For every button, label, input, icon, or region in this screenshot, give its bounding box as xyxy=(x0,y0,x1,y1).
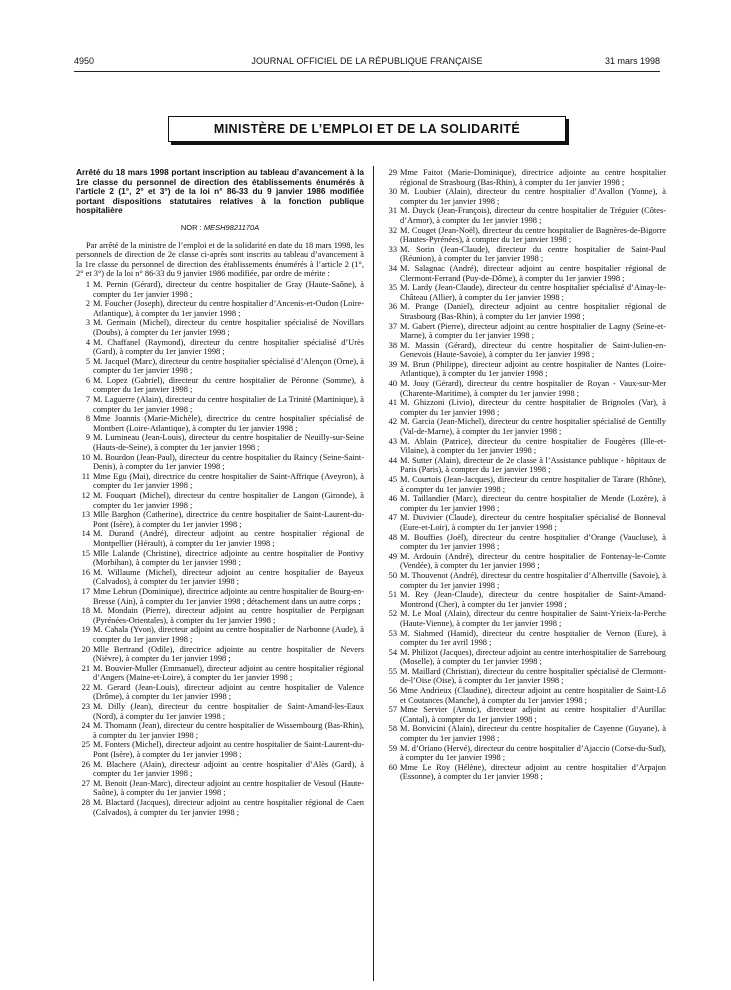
list-item xyxy=(381,245,666,264)
item-number: 37 xyxy=(388,321,397,331)
item-text: M. Brun (Philippe), directeur adjoint au centre hospitalier de Nantes (Loire-Atlantique), à compter du 1er janvier 1998 ; xyxy=(400,359,666,379)
item-text: M. Lardy (Jean-Claude), directeur du centre hospitalier spécialisé d’Ainay-le-Château (Allier), à compter du 1er janvier 1998 ; xyxy=(400,283,666,302)
item-text: M. Durand (André), directeur adjoint au centre hospitalier régional de Montpellier (Hérault), à compter du 1er janvier 1998 ; xyxy=(93,529,364,548)
item-text: Mme Joannis (Marie-Michèle), directrice du centre hospitalier spécialisé de Montbert (Loire-Atlantique), à compter du 1er janvier 1998 ; xyxy=(93,414,364,433)
item-text: M. Couget (Jean-Noël), directeur du centre hospitalier de Bagnères-de-Bigorre (Hautes-Pyrénées), à compter du 1er janvier 1998 ; xyxy=(400,225,666,245)
list-item xyxy=(381,552,666,571)
item-text: M. Garcia (Jean-Michel), directeur du centre hospitalier spécialisé de Gentilly (Val-de-Marne), à compter du 1er janvier 1998 ; xyxy=(400,417,666,437)
item-text: M. Cahala (Yvon), directeur adjoint au centre hospitalier de Narbonne (Aude), à compter du 1er janvier 1998 ; xyxy=(93,625,364,644)
item-text: M. Ghizzoni (Livio), directeur du centre hospitalier de Brignoles (Var), à compter du 1er janvier 1998 ; xyxy=(400,398,666,417)
item-text: M. Maillard (Christian), directeur du centre hospitalier spécialisé de Clermont-de-l’Oise (Oise), à compter du 1er janvier 1998 ; xyxy=(400,666,666,686)
item-number: 12 xyxy=(81,491,90,500)
item-number: 48 xyxy=(388,532,397,542)
item-text: M. Siahmed (Hamid), directeur du centre hospitalier de Vernon (Eure), à compter du 1er avril 1998 ; xyxy=(400,628,666,648)
list-item xyxy=(381,513,666,532)
item-text: M. Foucher (Joseph), directeur du centre hospitalier d’Ancenis-et-Oudon (Loire-Atlantique), à compter du 1er janvier 1998 ; xyxy=(93,299,364,318)
item-text: M. Fouquart (Michel), directeur du centre hospitalier de Langon (Gironde), à compter du 1er janvier 1998 ; xyxy=(93,491,364,510)
nor-reference xyxy=(76,223,364,233)
list-item xyxy=(76,625,364,644)
item-text: M. Sutter (Alain), directeur de 2e classe à l’Assistance publique - hôpitaux de Paris (Paris), à compter du 1er janvier 1998 ; xyxy=(400,455,666,475)
item-number: 33 xyxy=(388,244,397,254)
list-item xyxy=(381,456,666,475)
right-column xyxy=(381,168,666,782)
item-number: 43 xyxy=(388,436,397,446)
item-text: M. Duyck (Jean-François), directeur du centre hospitalier de Tréguier (Côtes-d’Armor), à compter du 1er janvier 1998 ; xyxy=(400,206,666,225)
list-item xyxy=(381,763,666,782)
item-number: 30 xyxy=(388,187,397,197)
item-text: M. Lopez (Gabriel), directeur du centre hospitalier de Péronne (Somme), à compter du 1er janvier 1998 ; xyxy=(93,375,364,395)
item-text: M. Thomann (Jean), directeur du centre hospitalier de Wissembourg (Bas-Rhin), à compter du 1er janvier 1998 ; xyxy=(93,721,364,740)
list-item xyxy=(381,744,666,763)
item-text: M. Massin (Gérard), directeur du centre hospitalier de Saint-Julien-en-Genevois (Haute-Savoie), à compter du 1er janvier 1998 ; xyxy=(400,340,666,360)
item-number: 11 xyxy=(81,471,90,481)
entries-list-left xyxy=(76,280,364,817)
item-text: Mme Lebrun (Dominique), directrice adjointe au centre hospitalier de Bourg-en-Bresse (Ain), à compter du 1er janvier 1998 ; détachement dans un autre corps ; xyxy=(93,586,364,606)
item-number: 8 xyxy=(85,414,90,424)
item-number: 24 xyxy=(81,721,90,731)
list-item xyxy=(381,168,666,187)
list-item xyxy=(381,226,666,245)
item-number: 59 xyxy=(388,743,397,753)
item-number: 20 xyxy=(81,644,90,654)
ministry-banner xyxy=(168,116,566,142)
item-text: M. Bouffies (Joël), directeur du centre hospitalier d’Orange (Vaucluse), à compter du 1er janvier 1998 ; xyxy=(400,532,666,552)
item-number: 16 xyxy=(81,567,90,577)
item-number: 38 xyxy=(388,340,397,350)
header-rule xyxy=(74,71,660,72)
entries-list-right xyxy=(381,168,666,782)
nor-label: NOR : xyxy=(180,222,202,232)
item-text: M. Prange (Daniel), directeur adjoint au centre hospitalier régional de Strasbourg (Bas-Rhin), à compter du 1er janvier 1998 ; xyxy=(400,302,666,321)
list-item xyxy=(381,417,666,436)
item-number: 27 xyxy=(81,778,90,788)
list-item xyxy=(381,283,666,302)
item-number: 6 xyxy=(85,375,90,385)
item-text: M. Rey (Jean-Claude), directeur du centre hospitalier de Saint-Amand-Montrond (Cher), à compter du 1er janvier 1998 ; xyxy=(400,590,666,609)
item-number: 15 xyxy=(81,548,90,558)
item-number: 17 xyxy=(81,586,90,596)
list-item xyxy=(381,667,666,686)
item-text: M. Jacquel (Marc), directeur du centre hospitalier spécialisé d’Alençon (Orne), à compter du 1er janvier 1998 ; xyxy=(93,356,364,376)
item-number: 51 xyxy=(388,590,397,600)
list-item xyxy=(76,299,364,318)
list-item xyxy=(76,683,364,702)
list-item xyxy=(76,376,364,395)
item-text: Mme Egu (Mai), directrice du centre hospitalier de Saint-Affrique (Aveyron), à compter du 1er janvier 1998 ; xyxy=(93,471,364,491)
list-item xyxy=(381,648,666,667)
item-number: 23 xyxy=(81,702,90,712)
issue-date: 31 mars 1998 xyxy=(604,56,660,66)
list-item xyxy=(76,472,364,491)
item-text: M. Ardouin (André), directeur du centre hospitalier de Fontenay-le-Comte (Vendée), à compter du 1er janvier 1998 ; xyxy=(400,551,666,571)
list-item xyxy=(76,529,364,548)
item-number: 57 xyxy=(388,705,397,715)
list-item xyxy=(381,264,666,283)
item-text: Mme Servier (Annic), directeur adjoint au centre hospitalier d’Aurillac (Cantal), à compter du 1er janvier 1998 ; xyxy=(400,705,666,724)
item-text: M. Blachere (Alain), directeur adjoint au centre hospitalier d’Alès (Gard), à compter du 1er janvier 1998 ; xyxy=(93,759,364,779)
item-number: 36 xyxy=(388,302,397,312)
list-item xyxy=(381,206,666,225)
item-number: 14 xyxy=(81,529,90,539)
list-item xyxy=(381,494,666,513)
list-item xyxy=(76,395,364,414)
left-column xyxy=(76,168,364,817)
item-number: 34 xyxy=(388,263,397,273)
list-item xyxy=(76,760,364,779)
item-text: M. Bonvicini (Alain), directeur du centre hospitalier de Cayenne (Guyane), à compter du 1er janvier 1998 ; xyxy=(400,724,666,744)
item-text: M. Duvivier (Claude), directeur du centre hospitalier spécialisé de Bonneval (Eure-et-Loir), à compter du 1er janvier 1998 ; xyxy=(400,513,666,532)
item-number: 53 xyxy=(388,628,397,638)
item-number: 19 xyxy=(81,625,90,635)
item-text: M. Salagnac (André), directeur adjoint au centre hospitalier régional de Clermont-Ferrand (Puy-de-Dôme), à compter du 1er janvier 1998 ; xyxy=(400,263,666,283)
ministry-title: MINISTÈRE DE L’EMPLOI ET DE LA SOLIDARITÉ xyxy=(213,122,521,136)
item-text: M. Dilly (Jean), directeur du centre hospitalier de Saint-Amand-les-Eaux (Nord), à compter du 1er janvier 1998 ; xyxy=(93,702,364,721)
item-number: 52 xyxy=(388,609,397,619)
list-item xyxy=(381,533,666,552)
item-number: 25 xyxy=(81,740,90,750)
item-number: 26 xyxy=(81,759,90,769)
list-item xyxy=(381,379,666,398)
item-number: 3 xyxy=(85,318,90,328)
item-number: 55 xyxy=(388,666,397,676)
list-item xyxy=(76,721,364,740)
item-number: 49 xyxy=(388,551,397,561)
item-text: M. d’Oriano (Hervé), directeur du centre hospitalier d’Ajaccio (Corse-du-Sud), à compter du 1er janvier 1998 ; xyxy=(400,743,666,763)
item-text: M. Bourdon (Jean-Paul), directeur du centre hospitalier du Raincy (Seine-Saint-Denis), à compter du 1er janvier 1998 ; xyxy=(93,452,364,472)
list-item xyxy=(76,357,364,376)
list-item xyxy=(76,491,364,510)
item-text: M. Ablain (Patrice), directeur du centre hospitalier de Fougères (Ille-et-Vilaine), à compter du 1er janvier 1998 ; xyxy=(400,436,666,456)
list-item xyxy=(76,433,364,452)
item-text: M. Courtois (Jean-Jacques), directeur du centre hospitalier de Tarare (Rhône), à compter du 1er janvier 1998 ; xyxy=(400,475,666,494)
list-item xyxy=(76,510,364,529)
item-number: 13 xyxy=(81,510,90,520)
item-number: 31 xyxy=(388,206,397,216)
item-text: M. Thouvenot (André), directeur du centre hospitalier d’Albertville (Savoie), à compter du 1er janvier 1998 ; xyxy=(400,570,666,590)
item-text: M. Germain (Michel), directeur du centre hospitalier spécialisé de Novillars (Doubs), à compter du 1er janvier 1998 ; xyxy=(93,318,364,337)
item-number: 10 xyxy=(81,452,90,462)
item-number: 2 xyxy=(85,299,90,309)
item-text: M. Mondain (Pierre), directeur adjoint au centre hospitalier de Perpignan (Pyrénées-Orientales), à compter du 1er janvier 1998 ; xyxy=(93,606,364,625)
list-item xyxy=(76,740,364,759)
item-number: 5 xyxy=(85,356,90,366)
list-item xyxy=(381,571,666,590)
item-number: 50 xyxy=(388,570,397,580)
item-number: 42 xyxy=(388,417,397,427)
list-item xyxy=(381,724,666,743)
item-text: M. Loubier (Alain), directeur du centre hospitalier d’Avallon (Yonne), à compter du 1er janvier 1998 ; xyxy=(400,187,666,206)
page-header xyxy=(74,56,660,70)
item-text: M. Willaume (Michel), directeur adjoint au centre hospitalier de Bayeux (Calvados), à compter du 1er janvier 1998 ; xyxy=(93,567,364,587)
list-item xyxy=(381,475,666,494)
item-number: 44 xyxy=(388,455,397,465)
item-number: 28 xyxy=(81,798,90,807)
list-item xyxy=(76,568,364,587)
item-number: 9 xyxy=(85,433,90,443)
list-item xyxy=(76,645,364,664)
item-number: 4 xyxy=(85,337,90,347)
list-item xyxy=(76,318,364,337)
item-text: M. Taillandier (Marc), directeur du centre hospitalier de Mende (Lozère), à compter du 1er janvier 1998 ; xyxy=(400,494,666,513)
item-text: M. Sorin (Jean-Claude), directeur du centre hospitalier de Saint-Paul (Réunion), à compter du 1er janvier 1998 ; xyxy=(400,244,666,264)
item-text: Mme Faitot (Marie-Dominique), directrice adjointe au centre hospitalier régional de Strasbourg (Bas-Rhin), à compter du 1er janvier 1998 ; xyxy=(400,168,666,187)
item-text: Mlle Lalande (Christine), directrice adjointe au centre hospitalier de Pontivy (Morbihan), à compter du 1er janvier 1998 ; xyxy=(93,548,364,568)
list-item xyxy=(76,280,364,299)
item-number: 56 xyxy=(388,686,397,696)
item-number: 35 xyxy=(388,283,397,293)
list-item xyxy=(76,414,364,433)
item-number: 46 xyxy=(388,494,397,504)
list-item xyxy=(381,187,666,206)
list-item xyxy=(381,360,666,379)
item-text: M. Lumineau (Jean-Louis), directeur du centre hospitalier de Neuilly-sur-Seine (Hauts-de-Seine), à compter du 1er janvier 1998 ; xyxy=(93,433,364,453)
journal-title: JOURNAL OFFICIEL DE LA RÉPUBLIQUE FRANÇAISE xyxy=(251,56,483,66)
list-item xyxy=(381,686,666,705)
list-item xyxy=(76,798,364,817)
list-item xyxy=(76,338,364,357)
item-number: 21 xyxy=(81,663,90,673)
list-item xyxy=(76,702,364,721)
item-number: 32 xyxy=(388,225,397,235)
item-number: 22 xyxy=(81,682,90,692)
item-number: 47 xyxy=(388,513,397,523)
list-item xyxy=(381,341,666,360)
item-text: M. Benoit (Jean-Marc), directeur adjoint au centre hospitalier de Vesoul (Haute-Saône), à compter du 1er janvier 1998 ; xyxy=(93,778,364,798)
item-text: M. Laguerre (Alain), directeur du centre hospitalier de La Trinité (Martinique), à compter du 1er janvier 1998 ; xyxy=(93,395,364,414)
item-text: Mlle Bertrand (Odile), directrice adjointe au centre hospitalier de Nevers (Nièvre), à compter du 1er janvier 1998 ; xyxy=(93,644,364,664)
item-number: 41 xyxy=(388,398,397,408)
item-text: M. Jouy (Gérard), directeur du centre hospitalier de Royan - Vaux-sur-Mer (Charente-Maritime), à compter du 1er janvier 1998 ; xyxy=(400,379,666,398)
item-text: M. Gabert (Pierre), directeur adjoint au centre hospitalier de Lagny (Seine-et-Marne), à compter du 1er janvier 1998 ; xyxy=(400,321,666,341)
item-number: 1 xyxy=(85,279,90,289)
list-item xyxy=(381,398,666,417)
list-item xyxy=(76,606,364,625)
item-number: 58 xyxy=(388,724,397,734)
item-number: 7 xyxy=(85,395,90,405)
list-item xyxy=(381,302,666,321)
item-text: Mme Le Roy (Hélène), directeur adjoint au centre hospitalier d’Arpajon (Essonne), à compter du 1er janvier 1998 ; xyxy=(400,762,666,782)
item-text: M. Fonters (Michel), directeur adjoint au centre hospitalier de Saint-Laurent-du-Pont (Isère), à compter du 1er janvier 1998 ; xyxy=(93,740,364,760)
list-item xyxy=(76,549,364,568)
item-text: M. Pernin (Gérard), directeur du centre hospitalier de Gray (Haute-Saône), à compter du 1er janvier 1998 ; xyxy=(93,279,364,299)
list-item xyxy=(381,705,666,724)
page-number: 4950 xyxy=(74,56,95,66)
item-number: 39 xyxy=(388,359,397,369)
item-text: M. Chaffanel (Raymond), directeur du centre hospitalier spécialisé d’Urès (Gard), à compter du 1er janvier 1998 ; xyxy=(93,337,364,357)
item-text: M. Philizot (Jacques), directeur adjoint au centre interhospitalier de Sarrebourg (Moselle), à compter du 1er janvier 1998 ; xyxy=(400,647,666,667)
list-item xyxy=(381,590,666,609)
nor-code: MESH9821170A xyxy=(203,222,260,232)
item-text: Mlle Barghon (Catherine), directrice du centre hospitalier de Saint-Laurent-du-Pont (Isère), à compter du 1er janvier 1998 ; xyxy=(93,510,364,529)
item-text: M. Gerard (Jean-Louis), directeur adjoint au centre hospitalier de Valence (Drôme), à compter du 1er janvier 1998 ; xyxy=(93,682,364,702)
list-item xyxy=(381,629,666,648)
list-item xyxy=(381,609,666,628)
item-number: 54 xyxy=(388,647,397,657)
item-number: 18 xyxy=(81,606,90,616)
item-number: 60 xyxy=(388,762,397,772)
item-text: M. Le Moal (Alain), directeur du centre hospitalier de Saint-Yrieix-la-Perche (Haute-Vienne), à compter du 1er janvier 1998 ; xyxy=(400,609,666,628)
item-number: 29 xyxy=(388,168,397,177)
column-divider xyxy=(373,166,374,981)
item-number: 45 xyxy=(388,475,397,484)
item-text: Mme Andrieux (Claudine), directeur adjoint au centre hospitalier de Saint-Lô et Coutances (Manche), à compter du 1er janvier 1998 ; xyxy=(400,686,666,705)
decree-title: Arrêté du 18 mars 1998 portant inscription au tableau d’avancement à la 1re classe du personnel de direction des établissements énumérés à l’article 2 (1°, 2° et 3°) de la loi n° 86-33 du 9 janvier 1986 modifiée portant dispositions statutaires relatives à la fonction publique hospitalière xyxy=(76,167,364,216)
list-item xyxy=(76,779,364,798)
list-item xyxy=(76,453,364,472)
list-item xyxy=(381,322,666,341)
list-item xyxy=(381,437,666,456)
list-item xyxy=(76,587,364,606)
decree-intro: Par arrêté de la ministre de l’emploi et de la solidarité en date du 18 mars 1998, les personnels de direction de 2e classe ci-après sont inscrits au tableau d’avancement à la 1re classe du personnel de direction des établissements énumérés à l’article 2 (1°, 2° et 3°) de la loi n° 86-33 du 9 janvier 1986 modifiée, par ordre de mérite : xyxy=(76,240,364,279)
item-text: M. Bouvier-Muller (Emmanuel), directeur adjoint au centre hospitalier régional d’Angers (Maine-et-Loire), à compter du 1er janvier 1998 ; xyxy=(93,663,364,683)
item-text: M. Blactard (Jacques), directeur adjoint au centre hospitalier régional de Caen (Calvados), à compter du 1er janvier 1998 ; xyxy=(93,798,364,817)
list-item xyxy=(76,664,364,683)
item-number: 40 xyxy=(388,379,397,389)
